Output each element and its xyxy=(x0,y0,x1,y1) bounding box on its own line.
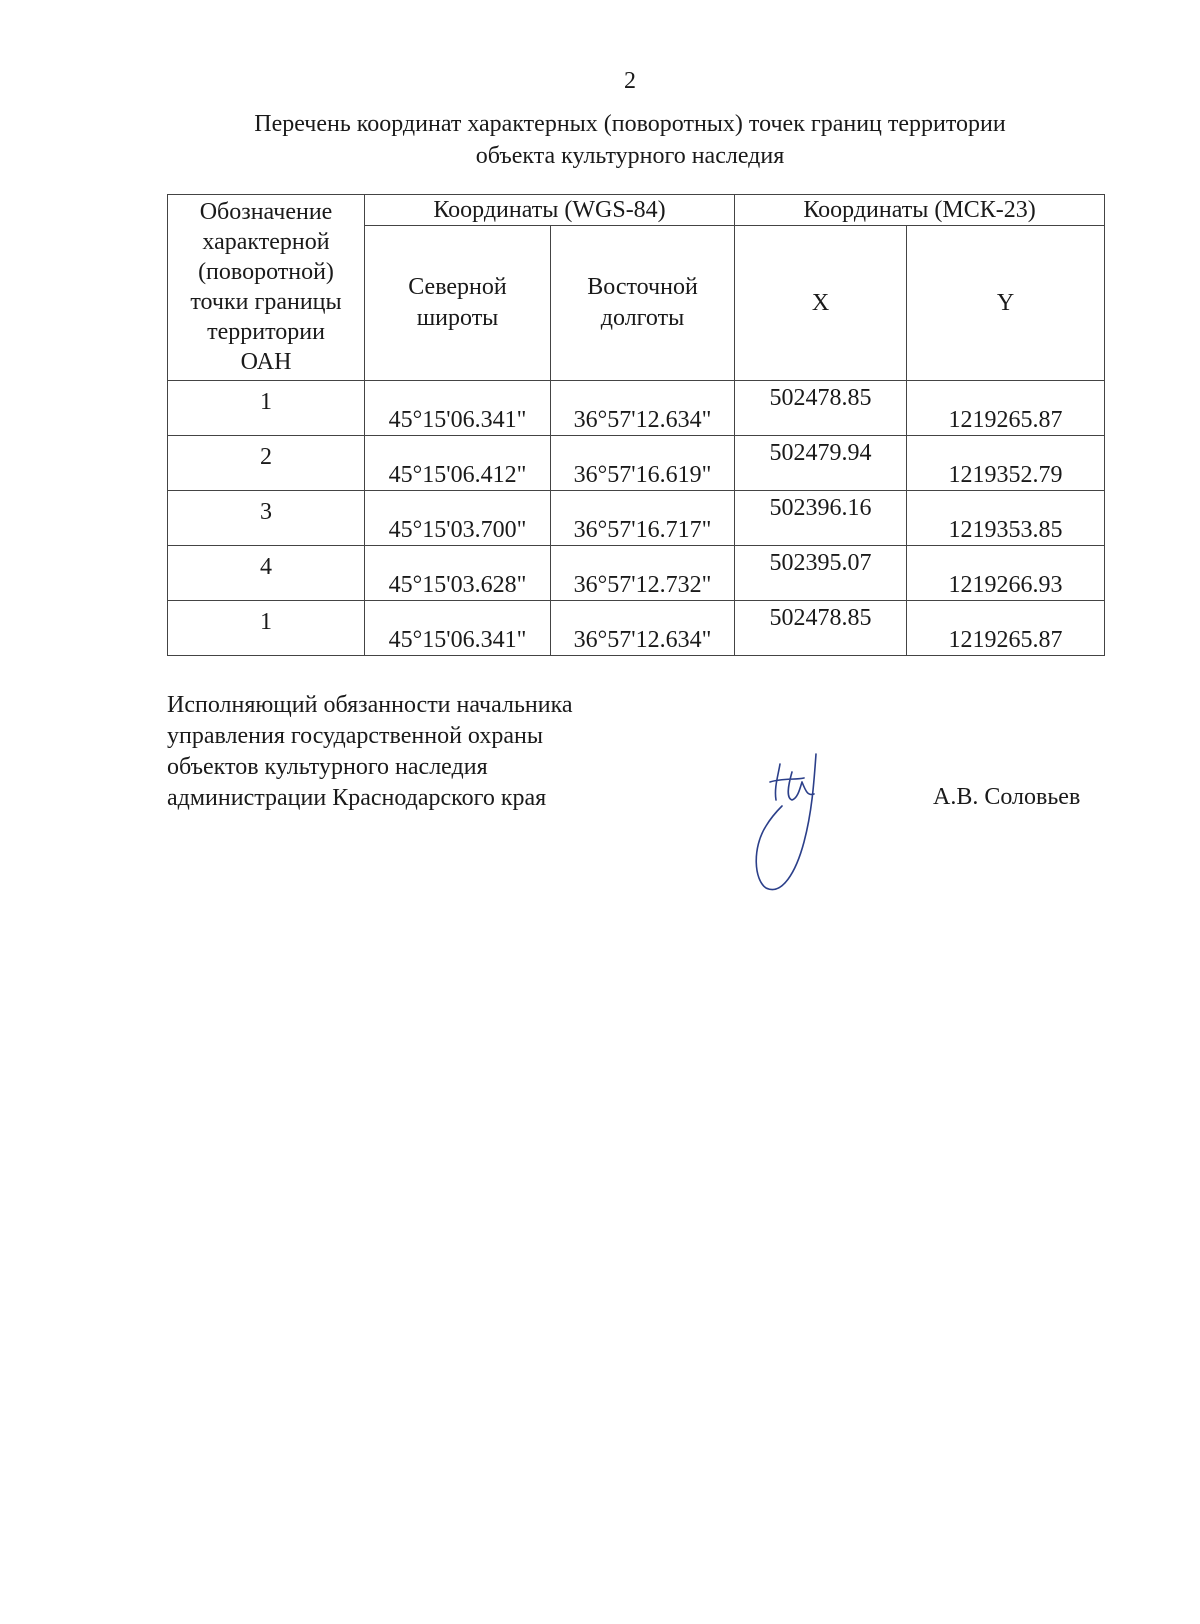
header-line: Восточной xyxy=(587,274,698,300)
position-line: Исполняющий обязанности начальника xyxy=(167,692,573,718)
table-row xyxy=(168,381,1105,436)
table-row xyxy=(168,491,1105,546)
table-row xyxy=(168,436,1105,491)
header-line: территории xyxy=(207,319,325,345)
point-number: 3 xyxy=(168,491,365,546)
signatory-name: А.В. Соловьев xyxy=(933,784,1081,810)
latitude-header xyxy=(365,226,551,381)
wgs84-header: Координаты (WGS-84) xyxy=(365,195,735,226)
header-line: долготы xyxy=(600,305,685,331)
msk23-header: Координаты (МСК-23) xyxy=(735,195,1105,226)
signatory-position xyxy=(167,690,573,814)
header-line: широты xyxy=(416,305,499,331)
latitude-value: 45°15'06.341" xyxy=(365,601,551,656)
table-header-row xyxy=(168,195,1105,226)
title-line: объекта культурного наследия xyxy=(475,143,785,169)
y-header: Y xyxy=(907,226,1105,381)
longitude-value: 36°57'12.634" xyxy=(551,381,735,436)
longitude-value: 36°57'16.717" xyxy=(551,491,735,546)
point-number: 1 xyxy=(168,381,365,436)
longitude-value: 36°57'16.619" xyxy=(551,436,735,491)
handwritten-signature xyxy=(752,752,842,902)
document-title xyxy=(150,108,1110,172)
x-value: 502478.85 xyxy=(735,381,907,436)
point-designation-header xyxy=(168,195,365,381)
position-line: администрации Краснодарского края xyxy=(167,785,547,811)
y-value: 1219266.93 xyxy=(907,546,1105,601)
header-line: характерной xyxy=(202,229,330,255)
header-line: точки границы xyxy=(190,289,342,315)
x-header: X xyxy=(735,226,907,381)
title-line: Перечень координат характерных (поворотных) точек границ территории xyxy=(254,111,1006,137)
signature-stroke xyxy=(756,754,816,890)
table-row xyxy=(168,601,1105,656)
longitude-header xyxy=(551,226,735,381)
header-line: Северной xyxy=(408,274,507,300)
page-number: 2 xyxy=(624,68,636,94)
y-value: 1219353.85 xyxy=(907,491,1105,546)
latitude-value: 45°15'03.700" xyxy=(365,491,551,546)
x-value: 502479.94 xyxy=(735,436,907,491)
point-number: 1 xyxy=(168,601,365,656)
latitude-value: 45°15'06.412" xyxy=(365,436,551,491)
header-line: ОАН xyxy=(240,349,292,375)
y-value: 1219265.87 xyxy=(907,601,1105,656)
longitude-value: 36°57'12.634" xyxy=(551,601,735,656)
position-line: управления государственной охраны xyxy=(167,723,543,749)
table-row xyxy=(168,546,1105,601)
coordinates-table xyxy=(167,194,1105,656)
x-value: 502396.16 xyxy=(735,491,907,546)
longitude-value: 36°57'12.732" xyxy=(551,546,735,601)
header-line: Обозначение xyxy=(199,199,333,225)
x-value: 502395.07 xyxy=(735,546,907,601)
y-value: 1219352.79 xyxy=(907,436,1105,491)
position-line: объектов культурного наследия xyxy=(167,754,488,780)
latitude-value: 45°15'03.628" xyxy=(365,546,551,601)
y-value: 1219265.87 xyxy=(907,381,1105,436)
x-value: 502478.85 xyxy=(735,601,907,656)
point-number: 4 xyxy=(168,546,365,601)
point-number: 2 xyxy=(168,436,365,491)
latitude-value: 45°15'06.341" xyxy=(365,381,551,436)
header-line: (поворотной) xyxy=(198,259,334,285)
